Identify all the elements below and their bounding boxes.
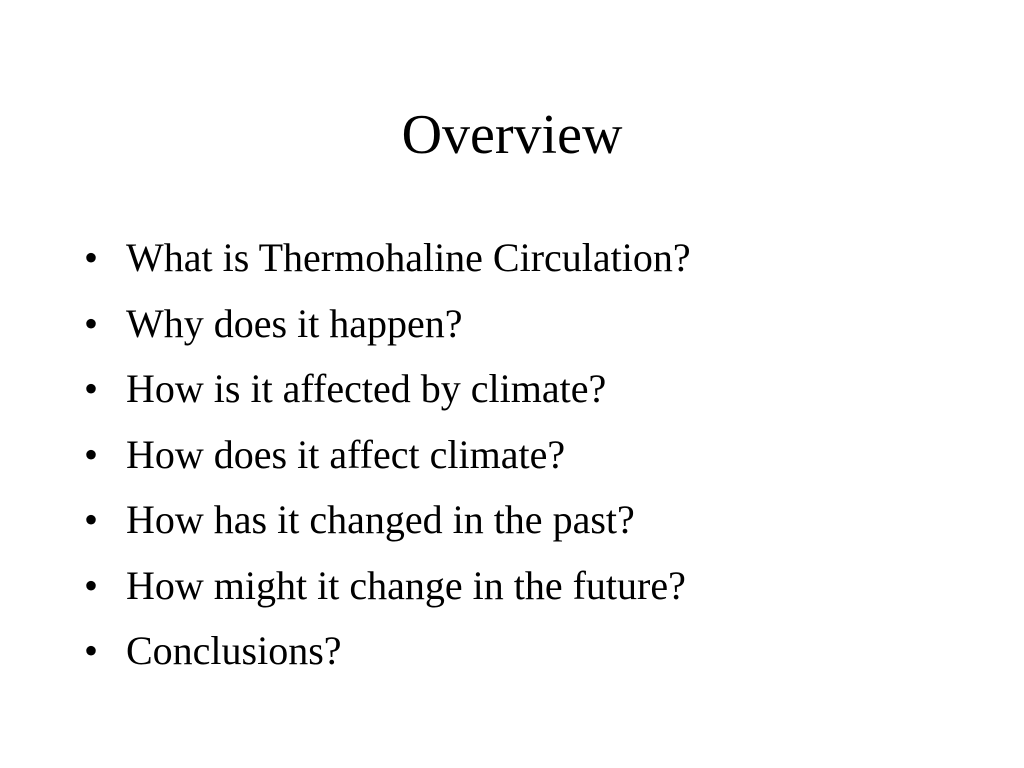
list-item-label: What is Thermohaline Circulation? <box>126 235 691 280</box>
list-item <box>84 292 691 358</box>
list-item <box>84 226 691 292</box>
bullet-icon: • <box>84 562 99 608</box>
list-item <box>84 619 691 685</box>
list-item <box>84 423 691 489</box>
list-item-label: How is it affected by climate? <box>126 366 607 411</box>
bullet-icon: • <box>84 366 99 411</box>
list-item-label: Why does it happen? <box>126 300 463 346</box>
list-item <box>84 554 691 620</box>
list-item <box>84 488 691 554</box>
bullet-icon: • <box>84 431 99 477</box>
list-item-label: Conclusions? <box>126 628 342 673</box>
bullet-icon: • <box>84 300 99 346</box>
list-item-label: How does it affect climate? <box>126 431 566 477</box>
slide-title: Overview <box>401 104 623 166</box>
bullet-icon: • <box>84 628 99 673</box>
list-item-label: How might it change in the future? <box>126 562 686 608</box>
list-item <box>84 357 691 423</box>
bullet-icon: • <box>84 497 99 542</box>
bullet-list <box>84 226 691 685</box>
bullet-icon: • <box>84 235 99 280</box>
list-item-label: How has it changed in the past? <box>126 497 635 542</box>
